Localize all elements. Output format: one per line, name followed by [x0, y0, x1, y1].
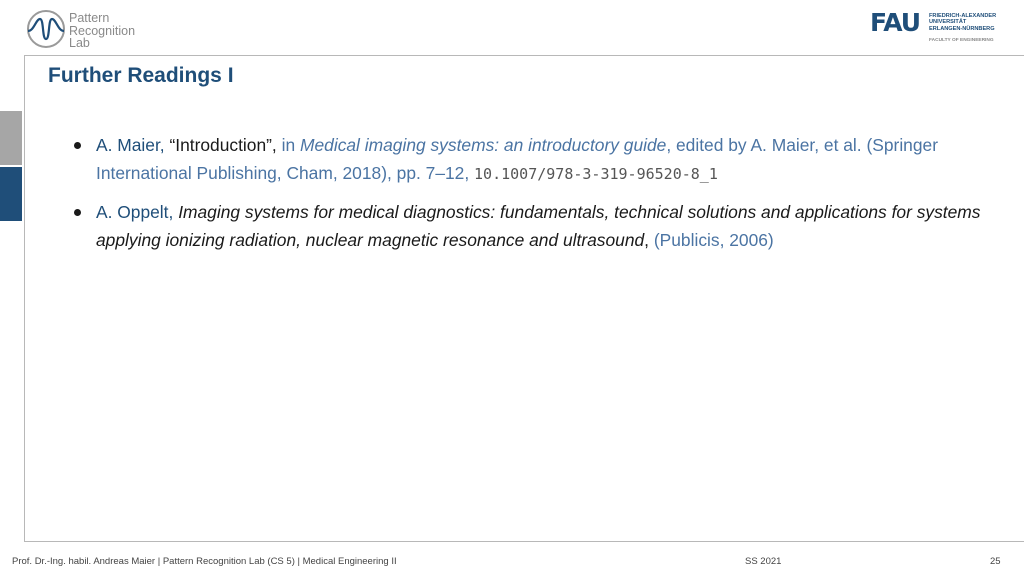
- reference-book: Medical imaging systems: an introductory guide: [300, 135, 667, 155]
- lab-logo-icon: [26, 9, 66, 49]
- frame-bottom-rule: [24, 541, 1024, 542]
- footer-term: SS 2021: [745, 556, 782, 567]
- side-section-tab-active: [0, 167, 22, 221]
- fau-university-name: [929, 13, 996, 32]
- reference-item: [74, 198, 1014, 254]
- lab-logo-line: Lab: [69, 36, 90, 50]
- reference-chapter: “Introduction”,: [169, 135, 277, 155]
- page-number: 25: [990, 556, 1001, 567]
- reference-author: A. Maier,: [96, 135, 165, 155]
- side-section-tab: [0, 111, 22, 165]
- reference-editors: , edited by A. Maier, et al.: [666, 135, 862, 155]
- reference-doi: 10.1007/978-3-319-96520-8_1: [474, 165, 718, 183]
- lab-logo-text: [69, 12, 135, 50]
- lab-logo-line: Pattern: [69, 11, 110, 25]
- footer-credits: Prof. Dr.-Ing. habil. Andreas Maier | Pattern Recognition Lab (CS 5) | Medical Engineering II: [12, 556, 397, 567]
- reference-book: Imaging systems for medical diagnostics: fundamentals, technical solutions and applications for systems applying ionizing radiation, nuclear magnetic resonance and ultrasound: [96, 202, 981, 250]
- bullet-icon: [74, 209, 81, 216]
- fau-faculty: FACULTY OF ENGINEERING: [929, 38, 994, 43]
- fau-logo: [870, 10, 1010, 46]
- pattern-recognition-lab-logo: [26, 9, 156, 53]
- reference-item: [74, 131, 1014, 188]
- reference-in: in: [281, 135, 296, 155]
- bullet-icon: [74, 142, 81, 149]
- fau-name-line: FRIEDRICH-ALEXANDER: [929, 13, 997, 19]
- frame-top-rule: [24, 55, 1024, 56]
- reference-publisher: (Springer International Publishing, Cham, 2018), pp. 7–12,: [96, 135, 938, 183]
- frame-left-rule: [24, 55, 25, 542]
- reference-list: [74, 131, 1014, 264]
- fau-name-line: UNIVERSITÄT: [929, 19, 967, 26]
- reference-publisher: (Publicis, 2006): [653, 230, 774, 250]
- lab-logo-line: Recognition: [69, 23, 136, 38]
- reference-author: A. Oppelt,: [96, 202, 174, 222]
- fau-name-line: ERLANGEN-NÜRNBERG: [929, 25, 995, 32]
- fau-mark: FAU: [870, 8, 921, 37]
- reference-comma: ,: [644, 230, 650, 250]
- slide-title: Further Readings I: [48, 64, 234, 87]
